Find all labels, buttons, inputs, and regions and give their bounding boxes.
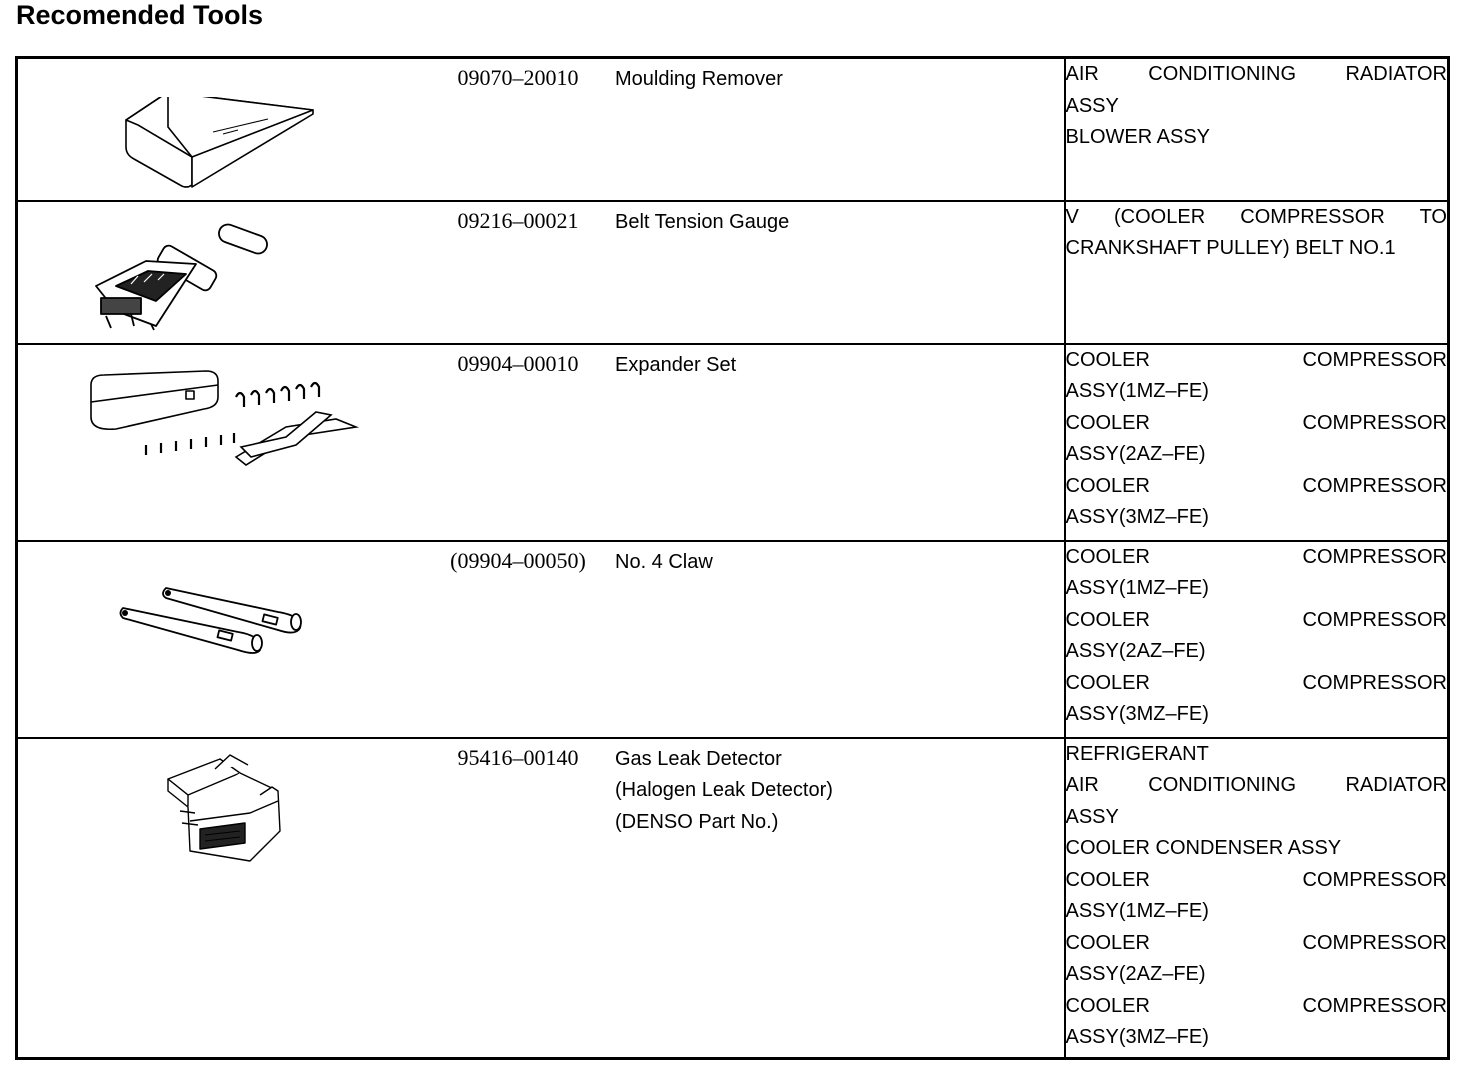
usage-line: ASSY(3MZ–FE) bbox=[1065, 506, 1209, 528]
usage-line: ASSY(2AZ–FE) bbox=[1065, 640, 1206, 662]
table-row bbox=[17, 738, 1449, 1059]
usage-cell bbox=[1065, 738, 1449, 1059]
usage-line: COOLER COMPRESSOR bbox=[1065, 994, 1447, 1017]
usage-line: ASSY(3MZ–FE) bbox=[1065, 703, 1209, 725]
usage-line: ASSY bbox=[1065, 94, 1119, 117]
tool-name bbox=[615, 350, 736, 382]
tool-name bbox=[615, 64, 783, 96]
usage-line: CRANKSHAFT PULLEY) BELT NO.1 bbox=[1065, 237, 1396, 259]
usage-line: ASSY(1MZ–FE) bbox=[1065, 380, 1209, 402]
tool-name-line: No. 4 Claw bbox=[615, 550, 713, 573]
usage-line: ASSY(2AZ–FE) bbox=[1065, 963, 1206, 985]
usage-line: ASSY(1MZ–FE) bbox=[1065, 577, 1209, 599]
table-row bbox=[17, 58, 1449, 201]
part-number: 09904–00010 bbox=[457, 350, 579, 376]
usage-line: ASSY bbox=[1065, 805, 1119, 828]
tool-name bbox=[615, 207, 789, 239]
usage-line: AIR CONDITIONING RADIATOR bbox=[1065, 774, 1447, 796]
expander-set-illustration bbox=[86, 367, 366, 472]
usage-line: COOLER CONDENSER ASSY bbox=[1065, 837, 1342, 859]
page-title: Recomended Tools bbox=[16, 0, 264, 30]
usage-line: AIR CONDITIONING RADIATOR bbox=[1065, 63, 1447, 85]
part-number: 95416–00140 bbox=[457, 744, 579, 770]
usage-line: COOLER COMPRESSOR bbox=[1065, 474, 1447, 497]
part-number: 09216–00021 bbox=[457, 207, 579, 233]
moulding-remover-illustration bbox=[118, 97, 328, 192]
usage-line: COOLER COMPRESSOR bbox=[1065, 411, 1447, 434]
usage-line: BLOWER ASSY bbox=[1065, 126, 1210, 148]
tool-name-line: (Halogen Leak Detector) bbox=[615, 779, 833, 801]
tools-table bbox=[15, 56, 1450, 1060]
usage-line: ASSY(3MZ–FE) bbox=[1065, 1026, 1209, 1048]
usage-cell bbox=[1065, 541, 1449, 738]
claw-illustration bbox=[118, 580, 308, 655]
belt-tension-gauge-illustration bbox=[86, 216, 286, 331]
table-row bbox=[17, 201, 1449, 344]
tool-name-line: (DENSO Part No.) bbox=[615, 810, 779, 833]
tool-name-line: Gas Leak Detector bbox=[615, 747, 782, 770]
part-number: 09070–20010 bbox=[457, 65, 579, 90]
table-row bbox=[17, 541, 1449, 738]
usage-line: COOLER COMPRESSOR bbox=[1065, 931, 1447, 954]
usage-line: V (COOLER COMPRESSOR TO bbox=[1065, 205, 1447, 228]
tool-name bbox=[615, 744, 833, 839]
table-row bbox=[17, 344, 1449, 541]
usage-line: REFRIGERANT bbox=[1065, 742, 1209, 765]
gas-leak-detector-illustration bbox=[160, 751, 290, 871]
part-number: (09904–00050) bbox=[450, 547, 586, 573]
usage-line: COOLER COMPRESSOR bbox=[1065, 545, 1447, 568]
tool-name-line: Expander Set bbox=[615, 353, 737, 376]
tool-name bbox=[615, 547, 713, 579]
usage-line: COOLER COMPRESSOR bbox=[1065, 868, 1447, 891]
usage-line: ASSY(1MZ–FE) bbox=[1065, 900, 1209, 922]
usage-line: COOLER COMPRESSOR bbox=[1065, 348, 1447, 371]
tool-name-line: Moulding Remover bbox=[615, 68, 783, 90]
usage-cell bbox=[1065, 201, 1449, 344]
usage-cell bbox=[1065, 58, 1449, 201]
usage-line: COOLER COMPRESSOR bbox=[1065, 608, 1447, 631]
usage-line: COOLER COMPRESSOR bbox=[1065, 671, 1447, 694]
tool-name-line: Belt Tension Gauge bbox=[615, 210, 790, 233]
usage-line: ASSY(2AZ–FE) bbox=[1065, 443, 1206, 465]
usage-cell bbox=[1065, 344, 1449, 541]
